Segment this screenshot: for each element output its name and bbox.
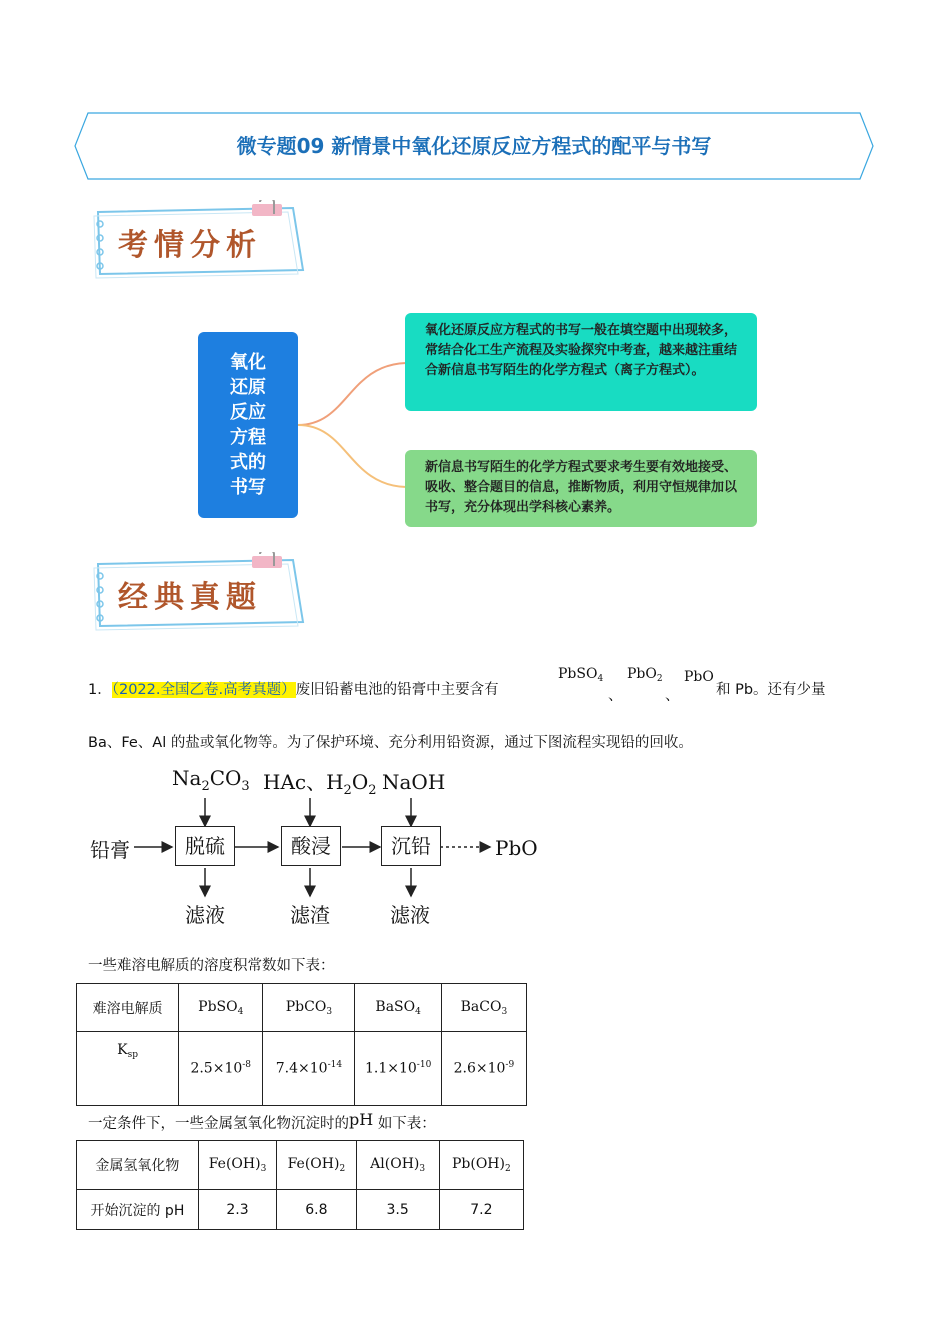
ksp-table	[76, 983, 527, 1106]
byproduct-2: 滤渣	[290, 903, 330, 927]
question-text-a: 废旧铅蓄电池的铅膏中主要含有	[295, 682, 499, 698]
ksp-label-cell: $K_{sp}$	[77, 1032, 179, 1106]
reagent-naoh: NaOH	[382, 770, 446, 794]
table-cell: $1.1\times 10^{-10}$	[355, 1032, 441, 1106]
byproduct-3: 滤液	[390, 903, 430, 927]
section-tag-analysis	[88, 200, 308, 280]
table-cell: $7.4\times 10^{-14}$	[263, 1032, 355, 1106]
mind-map-branch-1: 氧化还原反应方程式的书写一般在填空题中出现较多，常结合化工生产流程及实验探究中考查，越来越注重结合新信息书写陌生的化学方程式（离子方程式）。	[405, 313, 757, 411]
table-header-cell: BaSO$_4$	[355, 984, 441, 1032]
table-cell: $2.5\times 10^{-8}$	[179, 1032, 263, 1106]
table-header-cell: PbCO$_3$	[263, 984, 355, 1032]
table2-intro: 一定条件下，一些金属氢氧化物沉淀时的pH 如下表：	[88, 1110, 436, 1132]
mind-map-center-text: 氧化还原反应方程式的书写	[230, 352, 266, 498]
compound-pbo: PbO	[684, 669, 714, 685]
question-text-b: 和 Pb。还有少量	[716, 682, 826, 698]
question-number: 1．	[88, 682, 112, 698]
table-row	[77, 1141, 524, 1190]
table-header-cell: 难溶电解质	[77, 984, 179, 1032]
ph-table	[76, 1140, 524, 1230]
separator-2: 、	[665, 688, 680, 704]
section-tag-text: 经典真题	[118, 580, 262, 615]
table-header-cell: $Pb(OH)_2$	[439, 1141, 523, 1190]
separator-1: 、	[608, 688, 623, 704]
paperclip-icon	[252, 552, 282, 568]
mind-map-center	[198, 332, 298, 518]
table-header-cell: $Fe(OH)_3$	[198, 1141, 276, 1190]
question-line-2: Ba、Fe、Al 的盐或氧化物等。为了保护环境、充分利用铅资源，通过下图流程实现铅的回收。	[88, 735, 693, 751]
table-header-cell: 金属氢氧化物	[77, 1141, 199, 1190]
byproduct-1: 滤液	[185, 903, 225, 927]
section-tag-exam	[88, 552, 308, 632]
reagent-hac-h2o2: HAc、$H_2O_2$	[263, 770, 377, 798]
table1-intro: 一些难溶电解质的溶度积常数如下表：	[88, 958, 335, 974]
table-row	[77, 1032, 527, 1106]
table-cell: 2.3	[198, 1190, 276, 1230]
compound-pbo2: PbO$_2$	[627, 666, 663, 684]
flow-output: PbO	[495, 836, 538, 860]
table-cell: 3.5	[356, 1190, 439, 1230]
flow-step-3: 沉铅	[381, 826, 441, 866]
ph-symbol: pH	[349, 1110, 374, 1129]
question-source: （2022.全国乙卷.高考真题）	[111, 682, 296, 698]
table-header-cell: PbSO$_4$	[179, 984, 263, 1032]
question-line-1	[88, 678, 499, 699]
page-title: 微专题09 新情景中氧化还原反应方程式的配平与书写	[236, 134, 712, 158]
table-cell: 7.2	[439, 1190, 523, 1230]
table-row	[77, 984, 527, 1032]
flow-step-2: 酸浸	[281, 826, 341, 866]
table-row	[77, 1190, 524, 1230]
compound-pbso4: PbSO$_4$	[558, 666, 604, 684]
paperclip-icon	[252, 200, 282, 216]
mind-map-branch-2: 新信息书写陌生的化学方程式要求考生要有效地接受、吸收、整合题目的信息，推断物质，利用守恒规律加以书写，充分体现出学科核心素养。	[405, 450, 757, 527]
flow-input: 铅膏	[90, 838, 130, 862]
reagent-na2co3: $Na_2CO_3$	[172, 766, 250, 794]
table-header-cell: $Fe(OH)_2$	[277, 1141, 356, 1190]
mind-map-links	[298, 360, 408, 490]
table-header-cell: 开始沉淀的 pH	[77, 1190, 199, 1230]
table-header-cell: $Al(OH)_3$	[356, 1141, 439, 1190]
table-header-cell: BaCO$_3$	[441, 984, 526, 1032]
flow-step-1: 脱硫	[175, 826, 235, 866]
table-cell: 6.8	[277, 1190, 356, 1230]
table-cell: $2.6\times 10^{-9}$	[441, 1032, 526, 1106]
section-tag-text: 考情分析	[118, 228, 262, 263]
